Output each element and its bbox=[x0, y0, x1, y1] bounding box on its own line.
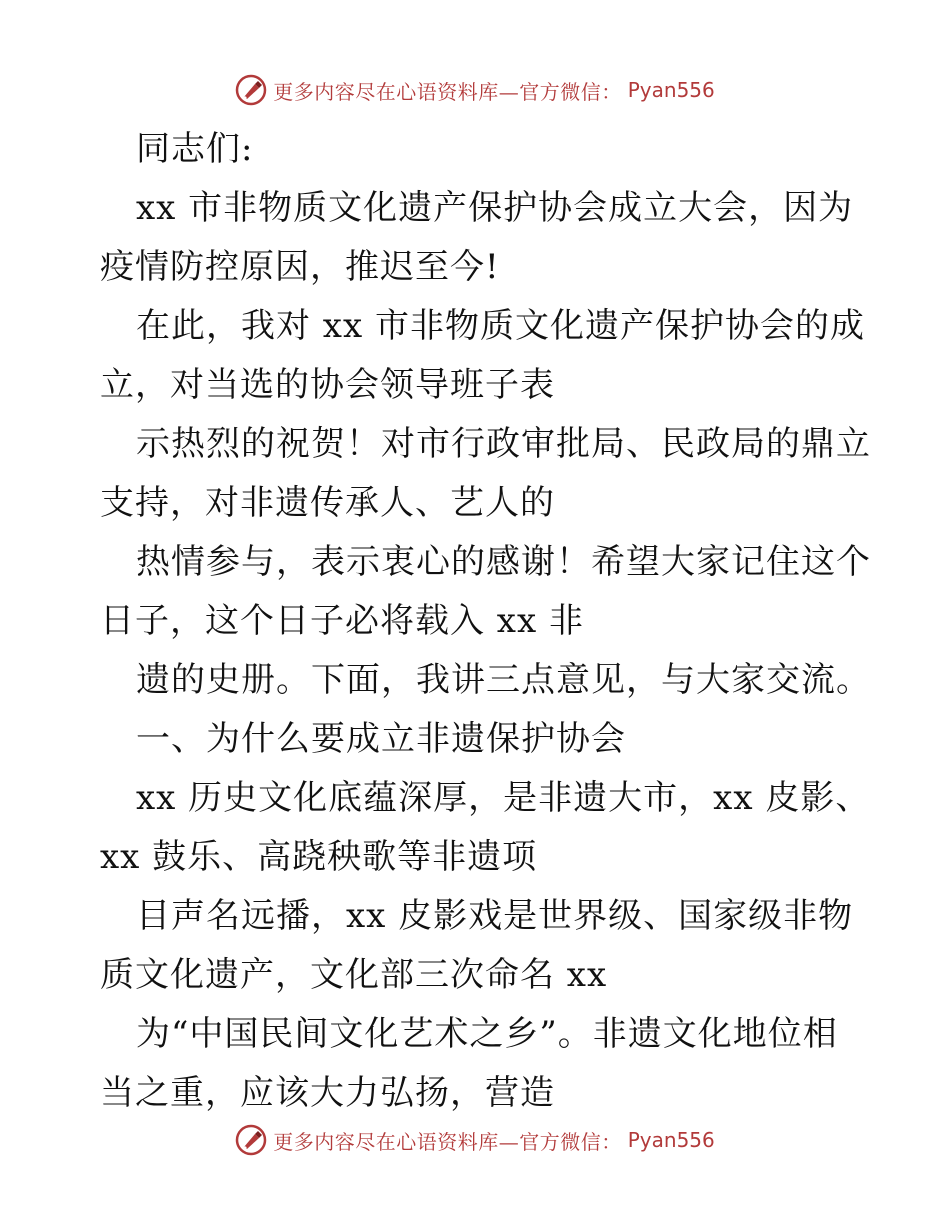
text-line: xx 市非物质文化遗产保护协会成立大会，因为 bbox=[136, 188, 854, 228]
text-line: 日子，这个日子必将载入 xx 非 bbox=[100, 601, 584, 641]
text-line: xx 历史文化底蕴深厚，是非遗大市，xx 皮影、 bbox=[136, 778, 871, 818]
pen-nib-logo-icon bbox=[235, 1124, 267, 1156]
section-heading: 一、为什么要成立非遗保护协会 bbox=[136, 719, 626, 759]
text-line: 示热烈的祝贺！对市行政审批局、民政局的鼎立 bbox=[136, 424, 871, 464]
text-line: 热情参与，表示衷心的感谢！希望大家记住这个 bbox=[136, 542, 871, 582]
watermark-wechat-id: Pyan556 bbox=[627, 1128, 715, 1152]
text-line: 立，对当选的协会领导班子表 bbox=[100, 365, 555, 405]
text-line: 支持，对非遗传承人、艺人的 bbox=[100, 483, 555, 523]
text-line: 目声名远播，xx 皮影戏是世界级、国家级非物 bbox=[136, 896, 854, 936]
text-line: 遗的史册。下面，我讲三点意见，与大家交流。 bbox=[136, 660, 871, 700]
text-line: 质文化遗产，文化部三次命名 xx bbox=[100, 955, 608, 995]
watermark-text: 更多内容尽在心语资料库—官方微信： bbox=[273, 1129, 622, 1154]
text-line: 在此，我对 xx 市非物质文化遗产保护协会的成 bbox=[136, 306, 865, 346]
footer-watermark bbox=[0, 1120, 950, 1160]
header-watermark bbox=[0, 70, 950, 110]
text-line: 当之重，应该大力弘扬，营造 bbox=[100, 1073, 555, 1113]
text-line: 同志们: bbox=[136, 129, 254, 169]
text-line: xx 鼓乐、高跷秧歌等非遗项 bbox=[100, 837, 538, 877]
watermark-wechat-id: Pyan556 bbox=[627, 78, 715, 102]
pen-nib-logo-icon bbox=[235, 74, 267, 106]
watermark-text: 更多内容尽在心语资料库—官方微信： bbox=[273, 79, 622, 104]
text-line: 为“中国民间文化艺术之乡”。非遗文化地位相 bbox=[136, 1014, 838, 1054]
text-line: 疫情防控原因，推迟至今! bbox=[100, 247, 500, 287]
document-body bbox=[100, 120, 871, 1123]
